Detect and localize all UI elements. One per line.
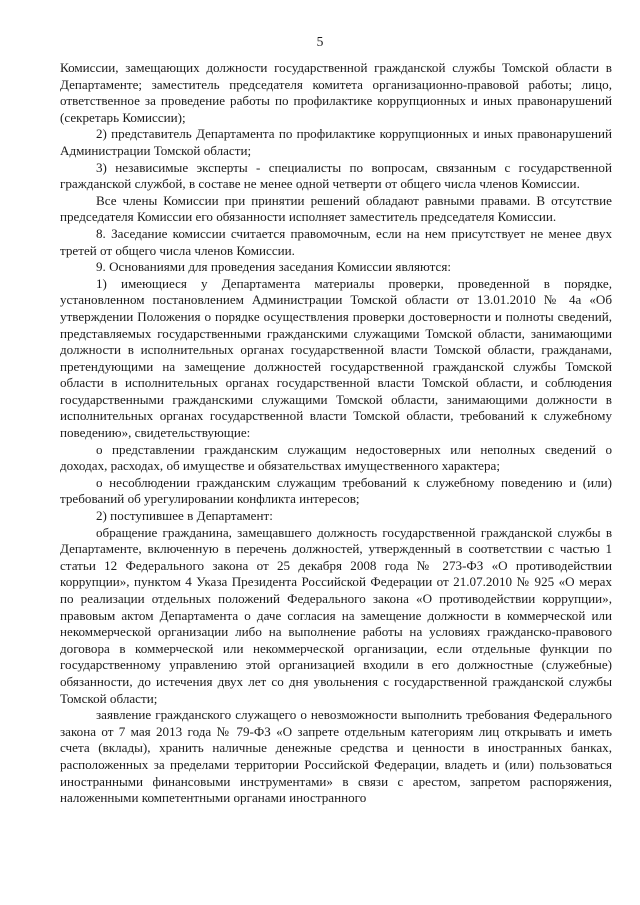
paragraph-commission-members-continued: Комиссии, замещающих должности государственной гражданской службы Томской области в Департаменте; заместитель председателя комитета организационно-правовой работы; лицо, ответственное за проведение работы по профилактике коррупционных и иных правонарушений (секретарь Комиссии); [60, 60, 612, 125]
paragraph-section-8-quorum: 8. Заседание комиссии считается правомочным, если на нем присутствует не менее двух третей от общего числа членов Комиссии. [60, 225, 612, 258]
paragraph-section-9-grounds: 9. Основаниями для проведения заседания Комиссии являются: [96, 259, 451, 275]
paragraph-false-information: о представлении гражданским служащим недостоверных или неполных сведений о доходах, расходах, об имуществе и обязательствах имущественного характера; [60, 441, 612, 474]
page-number: 5 [316, 34, 324, 49]
document-body [60, 60, 612, 807]
paragraph-citizen-appeal: обращение гражданина, замещавшего должность государственной гражданской службы в Департаменте, включенную в перечень должностей, утвержденный в соответствии с частью 1 статьи 12 Федерального закона от 25 декабря 2008 года № 273-ФЗ «О противодействии коррупции», пунктом 4 Указа Президента Российской Федерации от 21.07.2010 № 925 «О мерах по реализации отдельных положений Федерального закона «О противодействии коррупции», правовым актом Департамента о даче согласия на замещение должности в коммерческой или некоммерческой организации либо на выполнение работы на условиях гражданско-правового договора в коммерческой или некоммерческой организации, если отдельные функции по государственному управлению этой организацией входили в его должностные (служебные) обязанности, до истечения двух лет со дня увольнения с государственной гражданской службы Томской области; [60, 524, 612, 706]
paragraph-conduct-violation: о несоблюдении гражданским служащим требований к служебному поведению и (или) требований об урегулировании конфликта интересов; [60, 474, 612, 507]
paragraph-ground-1-audit-materials: 1) имеющиеся у Департамента материалы проверки, проведенной в порядке, установленном постановлением Администрации Томской области от 13.01.2010 № 4а «Об утверждении Положения о порядке осуществления проверки достоверности и полноты сведений, представляемых государственными гражданскими служащими Томской области, занимающими должности в исполнительных органах государственной власти Томской области, гражданами, претендующими на замещение должностей государственной гражданской службы Томской области в исполнительных органах государственной власти Томской области, и соблюдения государственными гражданскими служащими Томской области, занимающими должности в исполнительных органах государственной власти Томской области, требований к служебному поведению», свидетельствующие: [60, 275, 612, 441]
paragraph-employee-statement: заявление гражданского служащего о невозможности выполнить требования Федерального закона от 7 мая 2013 года № 79-ФЗ «О запрете отдельным категориям лиц открывать и иметь счета (вклады), хранить наличные денежные средства и ценности в иностранных банках, расположенных за пределами территории Российской Федерации, владеть и (или) пользоваться иностранными финансовыми инструментами» в связи с арестом, запретом распоряжения, наложенными компетентными органами иностранного [60, 707, 612, 806]
paragraph-item-2-representative: 2) представитель Департамента по профилактике коррупционных и иных правонарушений Администрации Томской области; [60, 126, 612, 158]
paragraph-ground-2-received: 2) поступившее в Департамент: [96, 508, 273, 524]
paragraph-item-3-independent-experts: 3) независимые эксперты - специалисты по вопросам, связанным с государственной гражданской службой, в составе не менее одной четверти от общего числа членов Комиссии. [60, 159, 612, 192]
paragraph-equal-rights: Все члены Комиссии при принятии решений обладают равными правами. В отсутствие председателя Комиссии его обязанности исполняет заместитель председателя Комиссии. [60, 192, 612, 225]
